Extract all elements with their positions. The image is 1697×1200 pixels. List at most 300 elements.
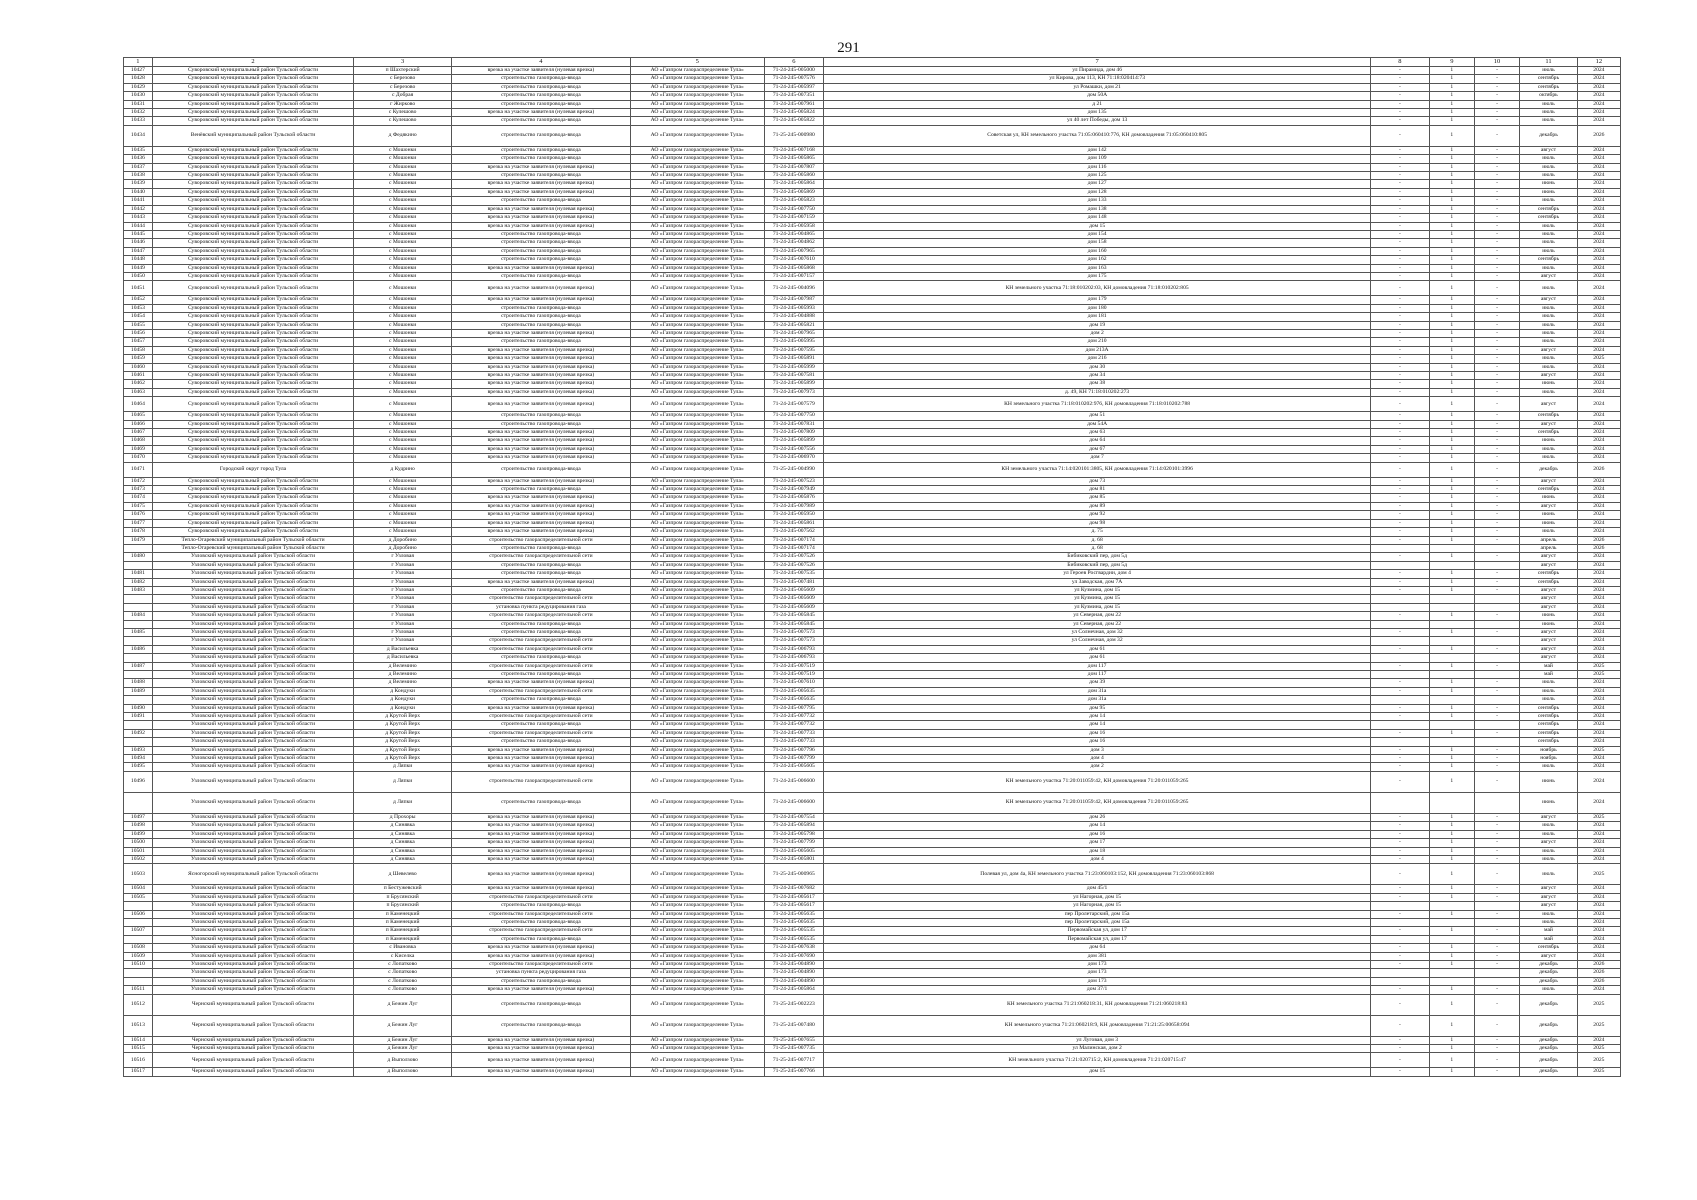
table-cell: 2024 (1577, 230, 1620, 238)
table-cell: строительство газопровода-ввода (451, 671, 630, 679)
table-cell: 71-24-245-007157 (764, 272, 824, 280)
table-cell: строительство газопровода-ввода (451, 994, 630, 1015)
table-cell (1474, 918, 1519, 926)
table-cell: 71-24-245-007799 (764, 839, 824, 847)
table-cell: дом 173 (824, 977, 1371, 985)
table-cell: июль (1520, 247, 1578, 255)
column-header: 4 (451, 58, 630, 67)
table-cell: 1 (1429, 952, 1474, 960)
table-cell: - (1474, 502, 1519, 510)
table-cell: Суворовский муниципальный район Тульской области (152, 412, 354, 420)
table-cell (1429, 935, 1474, 943)
table-cell: - (1474, 437, 1519, 445)
table-cell: 2024 (1577, 511, 1620, 519)
table-cell: - (1371, 519, 1430, 527)
table-cell: ул Солнечная, дом 32 (824, 637, 1371, 645)
table-cell: - (1474, 67, 1519, 75)
table-cell: АО «Газпром газораспределение Тула» (630, 205, 764, 213)
table-row (124, 1045, 1621, 1053)
table-cell: 1 (1429, 1053, 1474, 1068)
table-cell: - (1371, 355, 1430, 363)
table-cell: июль (1520, 830, 1578, 838)
table-cell: с Мошонки (354, 264, 452, 272)
table-cell: - (1474, 763, 1519, 771)
table-cell: 2024 (1577, 586, 1620, 594)
table-cell: - (1371, 944, 1430, 952)
table-cell: 10451 (124, 281, 153, 296)
table-cell: Венёвский муниципальный район Тульской области (152, 125, 354, 146)
table-cell: 2024 (1577, 180, 1620, 188)
table-cell: 1 (1429, 346, 1474, 354)
table-cell: дом 31а (824, 696, 1371, 704)
table-cell: - (1371, 645, 1430, 653)
table-cell: - (1371, 109, 1430, 117)
table-cell: строительство газораспределительной сети (451, 645, 630, 653)
table-cell: строительство газопровода-ввода (451, 628, 630, 636)
table-row (124, 528, 1621, 536)
table-cell: - (1371, 771, 1430, 792)
table-cell: врезка на участке заявителя (нулевая врезка) (451, 222, 630, 230)
table-cell: июнь (1520, 494, 1578, 502)
table-cell: дом 181 (824, 313, 1371, 321)
table-cell: 10514 (124, 1036, 153, 1044)
table-cell: АО «Газпром газораспределение Тула» (630, 100, 764, 108)
table-cell: с Мошонки (354, 445, 452, 453)
table-row (124, 864, 1621, 885)
table-cell: с Мошонки (354, 247, 452, 255)
table-cell: - (1371, 830, 1430, 838)
table-cell: - (1371, 372, 1430, 380)
table-cell: - (1371, 125, 1430, 146)
table-cell: 2024 (1577, 380, 1620, 388)
table-row (124, 813, 1621, 821)
table-cell: - (1371, 994, 1430, 1015)
table-cell: врезка на участке заявителя (нулевая врезка) (451, 1036, 630, 1044)
table-cell: АО «Газпром газораспределение Тула» (630, 313, 764, 321)
table-cell: с Мошонки (354, 437, 452, 445)
table-row (124, 544, 1621, 552)
table-row (124, 738, 1621, 746)
table-cell: дом 180 (824, 304, 1371, 312)
table-cell: 71-24-245-006793 (764, 645, 824, 653)
table-cell: - (1371, 83, 1430, 91)
table-cell: АО «Газпром газораспределение Тула» (630, 553, 764, 561)
table-cell: АО «Газпром газораспределение Тула» (630, 67, 764, 75)
table-cell: АО «Газпром газораспределение Тула» (630, 822, 764, 830)
table-cell: строительство газопровода-ввода (451, 902, 630, 910)
table-cell: 10483 (124, 586, 153, 594)
table-cell: 71-24-245-005605 (764, 763, 824, 771)
table-cell: строительство газопровода-ввода (451, 239, 630, 247)
table-row (124, 321, 1621, 329)
table-cell: с Березово (354, 75, 452, 83)
table-cell: 2024 (1577, 239, 1620, 247)
table-cell: Суворовский муниципальный район Тульской области (152, 247, 354, 255)
table-cell: Суворовский муниципальный район Тульской области (152, 67, 354, 75)
table-cell: 71-24-245-005950 (764, 511, 824, 519)
table-cell: д Васильевка (354, 645, 452, 653)
table-cell (1474, 792, 1519, 813)
table-cell: 10459 (124, 355, 153, 363)
table-cell: строительство газопровода-ввода (451, 977, 630, 985)
table-cell: дом 133 (824, 197, 1371, 205)
column-header: 3 (354, 58, 452, 67)
table-cell: 71-24-245-007481 (764, 578, 824, 586)
table-cell: врезка на участке заявителя (нулевая врезка) (451, 1053, 630, 1068)
table-cell: Суворовский муниципальный район Тульской области (152, 380, 354, 388)
table-cell: ноябрь (1520, 755, 1578, 763)
table-cell: дом 142 (824, 146, 1371, 154)
table-cell: сентябрь (1520, 486, 1578, 494)
table-cell: Суворовский муниципальный район Тульской области (152, 355, 354, 363)
table-cell: 1 (1429, 109, 1474, 117)
table-cell: 10440 (124, 188, 153, 196)
table-cell: - (1474, 172, 1519, 180)
table-cell: строительство газопровода-ввода (451, 620, 630, 628)
table-cell: - (1474, 687, 1519, 695)
table-cell (1474, 561, 1519, 569)
table-cell: дом 34 (824, 372, 1371, 380)
table-cell: 71-24-245-007526 (764, 561, 824, 569)
table-cell: врезка на участке заявителя (нулевая врезка) (451, 679, 630, 687)
table-cell: июль (1520, 918, 1578, 926)
table-cell: АО «Газпром газораспределение Тула» (630, 637, 764, 645)
table-cell: АО «Газпром газораспределение Тула» (630, 944, 764, 952)
table-cell: - (1371, 713, 1430, 721)
table-cell: 71-24-245-007174 (764, 536, 824, 544)
table-cell: 1 (1429, 1036, 1474, 1044)
table-cell: врезка на участке заявителя (нулевая врезка) (451, 109, 630, 117)
table-cell: Узловский муниципальный район Тульской области (152, 755, 354, 763)
table-cell: 71-24-245-005617 (764, 902, 824, 910)
table-cell: - (1371, 163, 1430, 171)
table-cell: врезка на участке заявителя (нулевая врезка) (451, 755, 630, 763)
table-cell: дом 2 (824, 329, 1371, 337)
table-cell (1429, 603, 1474, 611)
table-cell: 1 (1429, 893, 1474, 901)
table-cell (1371, 620, 1430, 628)
table-cell: г Узловая (354, 553, 452, 561)
table-cell: 10436 (124, 155, 153, 163)
table-cell: с Мошонки (354, 477, 452, 485)
table-cell (124, 738, 153, 746)
table-cell: Суворовский муниципальный район Тульской области (152, 230, 354, 238)
table-cell: 10431 (124, 100, 153, 108)
table-cell: Суворовский муниципальный район Тульской области (152, 109, 354, 117)
table-cell: ул Ромашки, дом 21 (824, 83, 1371, 91)
table-cell: АО «Газпром газораспределение Тула» (630, 163, 764, 171)
table-cell: 2024 (1577, 755, 1620, 763)
table-cell: 10470 (124, 454, 153, 462)
table-cell: 10458 (124, 346, 153, 354)
table-cell: 10427 (124, 67, 153, 75)
table-cell: 10515 (124, 1045, 153, 1053)
table-cell: 2024 (1577, 603, 1620, 611)
table-row (124, 429, 1621, 437)
table-cell: - (1474, 893, 1519, 901)
table-cell: - (1474, 645, 1519, 653)
table-cell: 10442 (124, 205, 153, 213)
table-cell: КН земельного участка 71:18:010202:03, КН домовладения 71:18:010202:805 (824, 281, 1371, 296)
table-cell: 2024 (1577, 927, 1620, 935)
table-cell: 2024 (1577, 502, 1620, 510)
table-cell: 1 (1429, 645, 1474, 653)
table-cell: д Выползово (354, 1068, 452, 1076)
table-cell: 2024 (1577, 338, 1620, 346)
table-cell: 2024 (1577, 612, 1620, 620)
table-cell: - (1371, 1036, 1430, 1044)
table-cell: 1 (1429, 197, 1474, 205)
table-cell: 71-24-245-005899 (764, 380, 824, 388)
table-cell: с Мошонки (354, 172, 452, 180)
table-row (124, 729, 1621, 737)
table-cell: г Узловая (354, 595, 452, 603)
table-cell: 2026 (1577, 462, 1620, 477)
table-cell: - (1371, 729, 1430, 737)
table-cell: июль (1520, 67, 1578, 75)
table-cell: ул Северная, дом 22 (824, 620, 1371, 628)
table-cell: строительство газораспределительной сети (451, 893, 630, 901)
table-cell: 1 (1429, 813, 1474, 821)
table-cell: 71-24-245-007573 (764, 628, 824, 636)
table-cell: Узловский муниципальный район Тульской области (152, 612, 354, 620)
table-cell: дом 158 (824, 239, 1371, 247)
table-cell: - (1371, 296, 1430, 304)
table-cell: 71-24-245-006793 (764, 654, 824, 662)
table-cell: - (1474, 511, 1519, 519)
table-cell: АО «Газпром газораспределение Тула» (630, 1015, 764, 1036)
table-cell: - (1371, 429, 1430, 437)
table-cell: 2024 (1577, 830, 1620, 838)
table-cell: 2024 (1577, 445, 1620, 453)
table-cell: с Мошонки (354, 412, 452, 420)
table-cell: - (1474, 927, 1519, 935)
table-cell: 2024 (1577, 388, 1620, 396)
table-cell: 71-24-245-007562 (764, 528, 824, 536)
table-cell: 2024 (1577, 437, 1620, 445)
table-cell: - (1371, 222, 1430, 230)
table-cell: строительство газораспределительной сети (451, 553, 630, 561)
table-cell: - (1371, 205, 1430, 213)
table-cell: - (1474, 839, 1519, 847)
table-cell: АО «Газпром газораспределение Тула» (630, 544, 764, 552)
table-cell: 10438 (124, 172, 153, 180)
table-cell: 71-24-245-006600 (764, 792, 824, 813)
table-row (124, 637, 1621, 645)
table-cell (124, 561, 153, 569)
table-cell: п Каменецкий (354, 927, 452, 935)
table-cell: - (1474, 338, 1519, 346)
table-cell: Суворовский муниципальный район Тульской области (152, 222, 354, 230)
table-cell: 10435 (124, 146, 153, 154)
table-cell: АО «Газпром газораспределение Тула» (630, 885, 764, 893)
table-cell: 1 (1429, 321, 1474, 329)
table-cell: Суворовский муниципальный район Тульской области (152, 214, 354, 222)
table-row (124, 239, 1621, 247)
table-cell: АО «Газпром газораспределение Тула» (630, 910, 764, 918)
table-cell: 1 (1429, 239, 1474, 247)
table-cell: 10490 (124, 704, 153, 712)
table-cell: Суворовский муниципальный район Тульской области (152, 205, 354, 213)
table-cell: - (1371, 75, 1430, 83)
table-cell: АО «Газпром газораспределение Тула» (630, 256, 764, 264)
table-cell: Узловский муниципальный район Тульской области (152, 839, 354, 847)
table-cell: Узловский муниципальный район Тульской области (152, 935, 354, 943)
table-cell: - (1371, 214, 1430, 222)
table-cell: апрель (1520, 536, 1578, 544)
table-cell: АО «Газпром газораспределение Тула» (630, 420, 764, 428)
table-cell: Суворовский муниципальный район Тульской области (152, 494, 354, 502)
table-cell: 2024 (1577, 902, 1620, 910)
table-cell: д Ляпки (354, 763, 452, 771)
table-cell: д. 49, КН 71:18:010202:273 (824, 388, 1371, 396)
table-cell: дом 16 (824, 729, 1371, 737)
table-cell: 2024 (1577, 952, 1620, 960)
table-cell: строительство газораспределительной сети (451, 536, 630, 544)
table-cell: 2024 (1577, 893, 1620, 901)
table-cell: 2025 (1577, 994, 1620, 1015)
table-cell: Узловский муниципальный район Тульской области (152, 637, 354, 645)
table-cell: п Брусянский (354, 893, 452, 901)
table-cell (1429, 696, 1474, 704)
table-cell: 2024 (1577, 822, 1620, 830)
table-cell: строительство газораспределительной сети (451, 771, 630, 792)
table-cell: 1 (1429, 264, 1474, 272)
table-cell: - (1371, 494, 1430, 502)
table-cell: 71-24-245-005609 (764, 586, 824, 594)
table-cell: 2024 (1577, 92, 1620, 100)
table-cell: 10511 (124, 986, 153, 994)
table-cell: 10446 (124, 239, 153, 247)
table-cell: июль (1520, 679, 1578, 687)
table-cell: 10464 (124, 397, 153, 412)
table-cell: - (1371, 704, 1430, 712)
table-cell: 71-24-245-005000 (764, 67, 824, 75)
table-cell: 10460 (124, 363, 153, 371)
table-cell: дом 2 (824, 763, 1371, 771)
table-cell: д Велемино (354, 679, 452, 687)
table-cell: - (1474, 679, 1519, 687)
table-cell: Суворовский муниципальный район Тульской области (152, 437, 354, 445)
table-cell: АО «Газпром газораспределение Тула» (630, 272, 764, 280)
table-cell: 71-24-245-007987 (764, 296, 824, 304)
table-cell: дом 63 (824, 429, 1371, 437)
table-cell: АО «Газпром газораспределение Тула» (630, 462, 764, 477)
table-cell: строительство газопровода-ввода (451, 935, 630, 943)
table-cell: АО «Газпром газораспределение Тула» (630, 960, 764, 968)
table-cell: АО «Газпром газораспределение Тула» (630, 125, 764, 146)
table-cell: 1 (1429, 445, 1474, 453)
table-cell: - (1371, 172, 1430, 180)
table-cell: д Бежин Луг (354, 994, 452, 1015)
table-cell: Чернский муниципальный район Тульской области (152, 1045, 354, 1053)
table-cell (1429, 792, 1474, 813)
table-cell: строительство газопровода-ввода (451, 304, 630, 312)
table-cell: 2024 (1577, 172, 1620, 180)
table-row (124, 628, 1621, 636)
table-row (124, 721, 1621, 729)
table-cell: - (1371, 117, 1430, 125)
table-cell: установка пункта редуцирования газа (451, 603, 630, 611)
table-cell: с Мошонки (354, 519, 452, 527)
table-cell (124, 696, 153, 704)
table-cell (1429, 918, 1474, 926)
table-cell: Чернский муниципальный район Тульской области (152, 994, 354, 1015)
table-cell: - (1371, 146, 1430, 154)
table-cell: - (1474, 986, 1519, 994)
table-row (124, 977, 1621, 985)
table-cell: 1 (1429, 477, 1474, 485)
table-row (124, 117, 1621, 125)
table-cell: декабрь (1520, 960, 1578, 968)
table-cell (1429, 738, 1474, 746)
table-cell: - (1371, 679, 1430, 687)
table-cell: - (1474, 355, 1519, 363)
table-cell: с Мошонки (354, 239, 452, 247)
table-cell (1371, 977, 1430, 985)
table-cell: 1 (1429, 412, 1474, 420)
table-cell: 1 (1429, 885, 1474, 893)
table-cell: п Бестужевский (354, 885, 452, 893)
table-cell: - (1371, 188, 1430, 196)
table-cell: - (1371, 578, 1430, 586)
table-cell (124, 620, 153, 628)
table-cell: строительство газопровода-ввода (451, 230, 630, 238)
table-cell: КН земельного участка 71:18:010202:976, КН домовладения 71:18:010202:788 (824, 397, 1371, 412)
table-row (124, 553, 1621, 561)
table-cell: 1 (1429, 704, 1474, 712)
table-cell: - (1474, 420, 1519, 428)
table-cell: с Мошонки (354, 502, 452, 510)
table-cell: июль (1520, 696, 1578, 704)
table-cell: декабрь (1520, 994, 1578, 1015)
table-cell: Узловский муниципальный район Тульской области (152, 578, 354, 586)
table-row (124, 839, 1621, 847)
table-cell: - (1474, 296, 1519, 304)
table-cell: дом 51 (824, 412, 1371, 420)
table-cell: дом 128 (824, 188, 1371, 196)
table-cell: врезка на участке заявителя (нулевая врезка) (451, 528, 630, 536)
table-cell: - (1474, 239, 1519, 247)
table-cell: д Крутой Верх (354, 755, 452, 763)
table-cell: - (1474, 180, 1519, 188)
table-cell: строительство газораспределительной сети (451, 662, 630, 670)
table-cell: дом 173 (824, 960, 1371, 968)
table-cell: - (1371, 67, 1430, 75)
table-cell: 10484 (124, 612, 153, 620)
table-cell: 71-24-245-007174 (764, 544, 824, 552)
table-row (124, 561, 1621, 569)
table-cell: - (1371, 329, 1430, 337)
table-cell: - (1474, 117, 1519, 125)
table-cell: ул Луговая, дом 3 (824, 1036, 1371, 1044)
table-cell: - (1474, 109, 1519, 117)
table-cell: д. 75 (824, 528, 1371, 536)
table-cell: - (1371, 388, 1430, 396)
table-cell: с Мошонки (354, 296, 452, 304)
table-cell: АО «Газпром газораспределение Тула» (630, 704, 764, 712)
table-cell: АО «Газпром газораспределение Тула» (630, 662, 764, 670)
table-cell (1371, 918, 1430, 926)
table-cell: апрель (1520, 544, 1578, 552)
table-cell: врезка на участке заявителя (нулевая врезка) (451, 380, 630, 388)
table-cell: КН земельного участка 71:21:020715:2, КН домовладения 71:21:020715:47 (824, 1053, 1371, 1068)
table-cell: 71-25-245-007766 (764, 1068, 824, 1076)
table-cell: 2024 (1577, 595, 1620, 603)
table-cell (124, 671, 153, 679)
table-cell: - (1371, 586, 1430, 594)
table-cell: 1 (1429, 380, 1474, 388)
